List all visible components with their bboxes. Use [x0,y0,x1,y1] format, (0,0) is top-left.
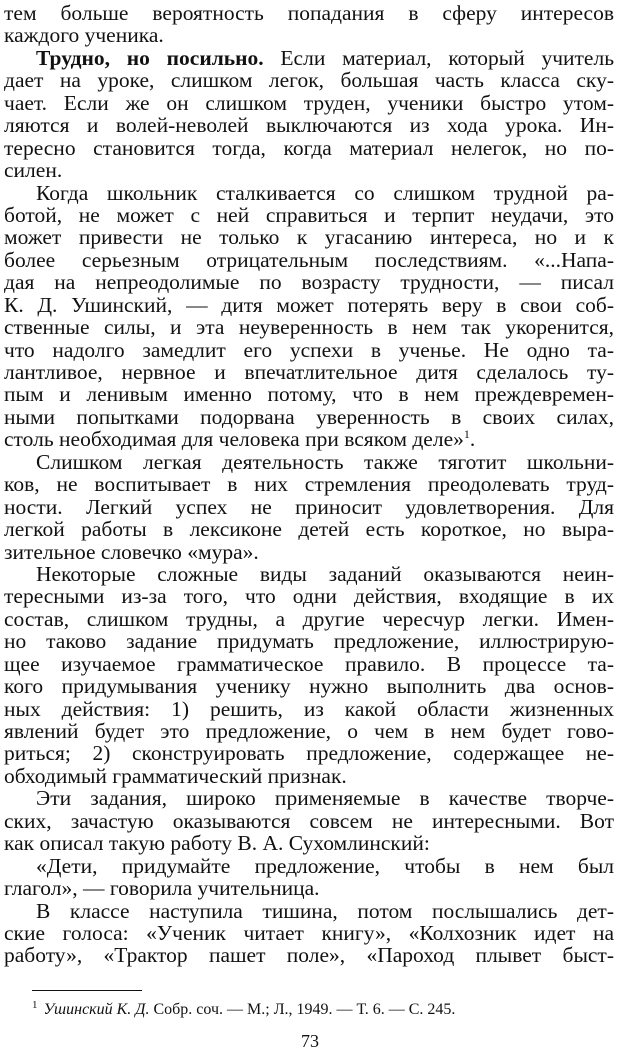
footnote [32,999,614,1021]
text-line [4,585,614,607]
line-text: кого придумывания ученику нужно выполнить два основ- [4,674,614,699]
footnote-divider [32,990,142,991]
text-line [4,383,614,405]
line-text: Когда школьник сталкивается со слишком трудной ра- [36,180,614,205]
text-line [4,787,614,809]
footnote-reference: 1 [463,427,470,442]
text-line [4,518,614,540]
line-text: что надолго замедлит его успехи в ученье. Не одно та- [4,337,614,362]
text-line [4,900,614,922]
line-text: ские голоса: «Ученик читает книгу», «Колхозник идет на [4,920,614,945]
text-line [4,944,614,966]
text-line [4,742,614,764]
footnote-mark: 1 [32,998,38,1011]
line-text: К. Д. Ушинский, — дитя может потерять веру в свои соб- [4,292,614,317]
line-text: легкой работы в лексиконе детей есть короткое, но выра- [4,517,614,542]
text-line [4,473,614,495]
text-line [4,451,614,473]
text-line [4,271,614,293]
text-line [4,24,614,46]
body-text [4,2,614,967]
text-line [4,832,614,854]
text-line [4,47,614,69]
text-line [4,114,614,136]
text-line [4,720,614,742]
footnote-author: Ушинский К. Д. [43,1001,150,1018]
text-line [4,406,614,428]
text-line [4,428,614,450]
line-text: В классе наступила тишина, потом послышались дет- [36,898,614,923]
page-number: 73 [301,1031,319,1051]
text-line [4,698,614,720]
line-text: дая на непреодолимые по возрасту трудности, — писал [4,270,614,295]
line-text: как описал такую работу В. А. Сухомлинский: [4,831,430,856]
text-line [4,675,614,697]
line-text: силен. [4,158,63,183]
line-text: обходимый грамматический признак. [4,763,347,788]
text-line [4,810,614,832]
line-text: тересно становится тогда, когда материал нелегок, но по- [4,135,614,160]
line-text: тересными из-за того, что одни действия, входящие в их [4,584,614,609]
line-text: каждого ученика. [4,23,164,48]
text-line [4,855,614,877]
line-text: пым и ленивым именно потому, что в нем преждевремен- [4,382,614,407]
text-line [4,608,614,630]
text-line [4,316,614,338]
line-text: ственные силы, и эта неуверенность в нем так укоренится, [4,315,614,340]
line-text: более серьезным отрицательным последствиям. «...Напа- [4,247,614,272]
text-line [4,765,614,787]
footnote-text: Собр. соч. — М.; Л., 1949. — Т. 6. — С. 245. [149,1001,456,1018]
text-line [4,294,614,316]
text-line [4,339,614,361]
text-line [4,496,614,518]
line-text: ности. Легкий успех не приносит удовлетворения. Для [4,494,614,519]
line-text: щее изучаемое грамматическое правило. В процессе та- [4,651,614,676]
line-text: работу», «Трактор пашет поле», «Пароход плывет быст- [4,943,614,968]
line-text: столь необходимая для человека при всяком деле» [4,427,464,452]
line-text: тем больше вероятность попадания в сферу интересов [4,1,614,25]
line-text: глагол», — говорила учительница. [4,876,320,901]
text-line [4,69,614,91]
line-text: Некоторые сложные виды заданий оказываются неин- [36,561,614,586]
line-text-after: . [469,427,476,452]
line-text: но таково задание придумать предложение, иллюстрирую- [4,629,614,654]
text-line [4,2,614,24]
line-text: может привести не только к угасанию интереса, но и к [4,225,614,250]
line-text: Эти задания, широко применяемые в качестве творче- [36,786,614,811]
line-text: дает на уроке, слишком легок, большая часть класса ску- [4,68,614,93]
line-text: зительное словечко «мура». [4,539,259,564]
line-text: риться; 2) сконструировать предложение, содержащее не- [4,741,614,766]
line-text: чает. Если же он слишком труден, ученики быстро утом- [4,90,614,115]
text-line [4,653,614,675]
text-line [4,249,614,271]
line-text: Слишком легкая деятельность также тяготит школьни- [36,449,614,474]
text-line [4,204,614,226]
line-text: ских, зачастую оказываются совсем не интересными. Вот [4,808,614,833]
text-line [4,226,614,248]
paragraph-heading: Трудно, но посильно. [36,45,264,70]
line-text: «Дети, придумайте предложение, чтобы в нем был [36,853,614,878]
text-line [4,877,614,899]
text-line [4,922,614,944]
text-line [4,182,614,204]
line-text: Если материал, который учитель [263,45,614,70]
text-line [4,92,614,114]
text-line [4,159,614,181]
line-text: ков, не воспитывает в них стремления преодолевать труд- [4,472,614,497]
text-line [4,630,614,652]
text-line [4,137,614,159]
text-line [4,541,614,563]
text-line [4,361,614,383]
line-text: ными попытками подорвана уверенность в своих силах, [4,404,614,429]
line-text: ботой, не может с ней справиться и терпит неудачи, это [4,202,614,227]
line-text: ных действия: 1) решить, из какой области жизненных [4,696,614,721]
line-text: явлений будет это предложение, о чем в нем будет гово- [4,719,614,743]
text-line [4,563,614,585]
line-text: лантливое, нервное и впечатлительное дитя сделалось ту- [4,360,614,384]
line-text: состав, слишком трудны, а другие чересчур легки. Имен- [4,606,614,631]
line-text: ляются и волей-неволей выключаются из хода урока. Ин- [4,113,614,138]
